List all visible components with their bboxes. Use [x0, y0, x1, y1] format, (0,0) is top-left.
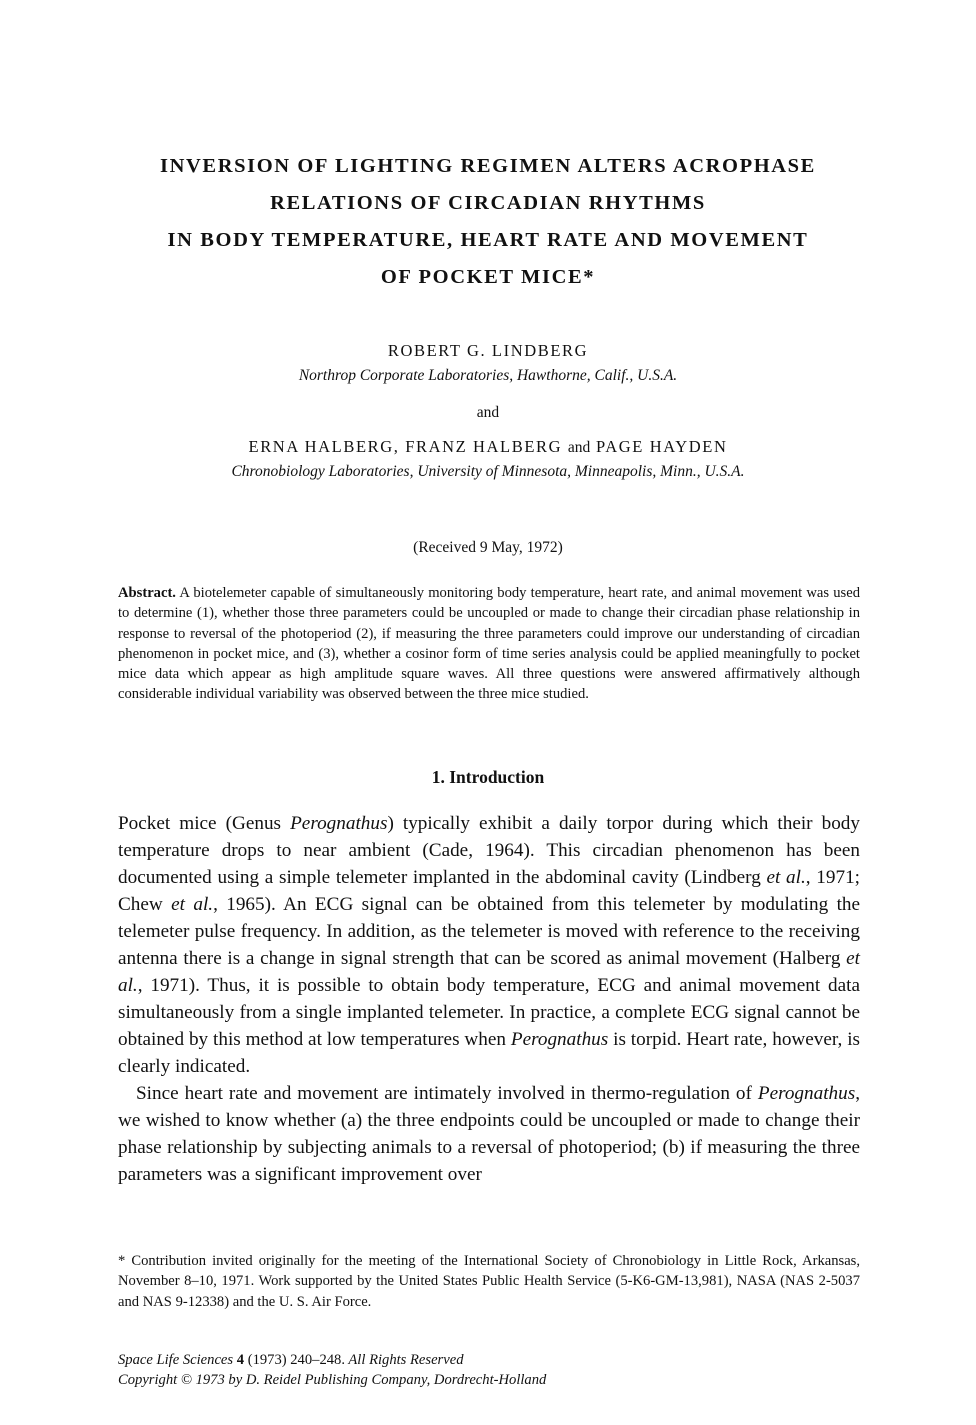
intro-paragraph-2: [118, 1080, 860, 1188]
abstract-label: Abstract.: [118, 585, 176, 601]
author-block-2: [118, 437, 858, 481]
title-line: INVERSION OF LIGHTING REGIMEN ALTERS ACROPHASE: [160, 155, 816, 177]
text-run: Pocket mice (Genus: [118, 813, 291, 834]
title-line: IN BODY TEMPERATURE, HEART RATE AND MOVEMENT: [167, 229, 809, 251]
text-run: ) typically exhibit a daily torpor during which their body temperature drops to near ambient (Cade, 1964). This circadian phenomenon has been documented using a simple telemeter implanted in the abdominal cavity (Lindberg: [118, 813, 860, 888]
first-affiliation: Northrop Corporate Laboratories, Hawthorne, Calif., U.S.A.: [298, 367, 678, 384]
co-authors: [118, 437, 858, 457]
text-run-italic: et al.: [171, 894, 214, 915]
text-run: , we wished to know whether (a) the three endpoints could be uncoupled or made to change their phase relationship by subjecting animals to a reversal of photoperiod; (b) if measuring the three parameters was a significant improvement over: [118, 1083, 860, 1185]
text-run-italic: Perognathus: [290, 813, 388, 834]
journal-years-pages: (1973) 240–248.: [247, 1352, 345, 1368]
title-line: OF POCKET MICE*: [380, 266, 596, 288]
journal-line-1: [118, 1350, 860, 1370]
text-run: , 1965). An ECG signal can be obtained from this telemeter by modulating the telemeter pulse frequency. In addition, as the telemeter is moved with reference to the receiving antenna there is a change in signal strength that can be scored as animal movement (Halberg: [118, 894, 861, 969]
intro-paragraph-1: [118, 810, 860, 1080]
co-authors-and: and: [567, 439, 591, 456]
section-heading: 1. Introduction: [431, 767, 545, 787]
text-run-italic: Perognathus: [757, 1083, 856, 1104]
text-run-italic: et al.: [766, 867, 806, 888]
title-line: RELATIONS OF CIRCADIAN RHYTHMS: [270, 192, 706, 214]
journal-name: Space Life Sciences: [118, 1352, 234, 1368]
co-authors-b: PAGE HAYDEN: [596, 437, 728, 456]
footnote: * Contribution invited originally for the meeting of the International Society of Chronobiology in Little Rock, Arkansas, November 8–10, 1971. Work supported by the United States Public Health Service (5-K6-GM-13,981), NASA (NAS 2-5037 and NAS 9-12338) and the U. S. Air Force.: [118, 1253, 860, 1310]
abstract: [118, 583, 860, 705]
journal-copyright: Copyright © 1973 by D. Reidel Publishing Company, Dordrecht-Holland: [118, 1372, 547, 1389]
journal-volume: 4: [236, 1352, 245, 1368]
text-run-italic: et al.: [118, 948, 860, 996]
text-run: Since heart rate and movement are intimately involved in thermo-regulation of: [136, 1083, 758, 1104]
author-block-1: [118, 341, 858, 385]
introduction-body: [118, 810, 860, 1188]
co-authors-a: ERNA HALBERG, FRANZ HALBERG: [248, 437, 563, 456]
journal-citation: [118, 1350, 860, 1391]
journal-rights: All Rights Reserved: [348, 1352, 464, 1368]
abstract-text: A biotelemeter capable of simultaneously monitoring body temperature, heart rate, and animal movement was used to determine (1), whether those three parameters could be uncoupled or made to change their circadian phase relationship in response to reversal of the photoperiod (2), if measuring the three parameters could improve our understanding of circadian phenomenon in pocket mice, and (3), whether a cosinor form of time series analysis could be applied meaningfully to pocket mice data which appear as high amplitude square waves. All three questions were answered affirmatively although considerable individual variability was observed between the three mice studied.: [118, 585, 861, 703]
second-affiliation: Chronobiology Laboratories, University of Minnesota, Minneapolis, Minn., U.S.A.: [231, 463, 745, 480]
first-author: ROBERT G. LINDBERG: [387, 341, 589, 360]
text-run: , 1971). Thus, it is possible to obtain body temperature, ECG and animal movement data simultaneously from a single implanted telemeter. In practice, a complete ECG signal cannot be obtained by this method at low temperatures when: [118, 975, 860, 1050]
and-separator: and: [476, 404, 500, 421]
text-run: is torpid. Heart rate, however, is clearly indicated.: [118, 1029, 860, 1077]
text-run: , 1971; Chew: [118, 867, 860, 915]
paper-title: [118, 148, 858, 296]
received-date: (Received 9 May, 1972): [413, 539, 563, 556]
text-run-italic: Perognathus: [510, 1029, 609, 1050]
